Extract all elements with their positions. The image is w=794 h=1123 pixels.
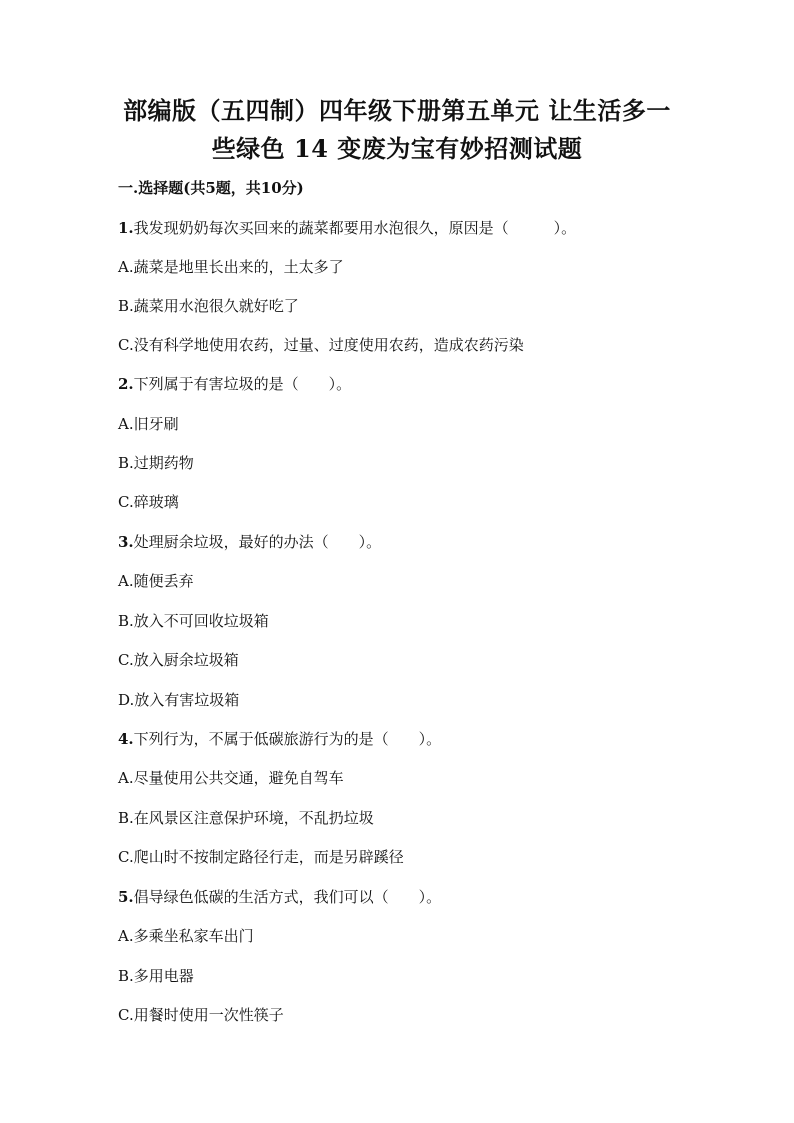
q5-option-b: B.多用电器 bbox=[118, 967, 194, 985]
q5-option-a: A.多乘坐私家车出门 bbox=[118, 927, 254, 945]
document-title bbox=[110, 92, 684, 168]
q4-option-c: C.爬山时不按制定路径行走，而是另辟蹊径 bbox=[118, 848, 404, 866]
section-heading: 一.选择题(共5题，共10分) bbox=[118, 179, 304, 197]
question-text: 我发现奶奶每次买回来的蔬菜都要用水泡很久，原因是（ ）。 bbox=[133, 219, 577, 237]
question-text: 倡导绿色低碳的生活方式，我们可以（ ）。 bbox=[133, 888, 442, 906]
q3-option-b: B.放入不可回收垃圾箱 bbox=[118, 612, 269, 630]
q3-option-d: D.放入有害垃圾箱 bbox=[118, 691, 240, 709]
q5-option-c: C.用餐时使用一次性筷子 bbox=[118, 1006, 284, 1024]
question-text: 下列属于有害垃圾的是（ ）。 bbox=[133, 375, 352, 393]
question-number: 3. bbox=[118, 533, 134, 551]
q1-option-a: A.蔬菜是地里长出来的，土太多了 bbox=[118, 258, 344, 276]
q2-option-a: A.旧牙刷 bbox=[118, 415, 179, 433]
q4-option-a: A.尽量使用公共交通，避免自驾车 bbox=[118, 769, 344, 787]
title-line-2: 些绿色 14 变废为宝有妙招测试题 bbox=[211, 134, 583, 163]
question-text: 处理厨余垃圾，最好的办法（ ）。 bbox=[133, 533, 382, 551]
q2-option-b: B.过期药物 bbox=[118, 454, 194, 472]
question-2 bbox=[118, 374, 351, 394]
question-number: 5. bbox=[118, 888, 134, 906]
q1-option-b: B.蔬菜用水泡很久就好吃了 bbox=[118, 297, 299, 315]
question-3 bbox=[118, 532, 381, 552]
question-number: 4. bbox=[118, 730, 134, 748]
q2-option-c: C.碎玻璃 bbox=[118, 493, 179, 511]
title-line-1: 部编版（五四制）四年级下册第五单元 让生活多一 bbox=[123, 96, 671, 125]
question-text: 下列行为，不属于低碳旅游行为的是（ ）。 bbox=[133, 730, 442, 748]
q1-option-c: C.没有科学地使用农药，过量、过度使用农药，造成农药污染 bbox=[118, 336, 524, 354]
question-number: 1. bbox=[118, 219, 134, 237]
question-4 bbox=[118, 729, 441, 749]
q3-option-c: C.放入厨余垃圾箱 bbox=[118, 651, 239, 669]
q3-option-a: A.随便丢弃 bbox=[118, 572, 194, 590]
question-number: 2. bbox=[118, 375, 134, 393]
q4-option-b: B.在风景区注意保护环境，不乱扔垃圾 bbox=[118, 809, 374, 827]
question-5 bbox=[118, 887, 441, 907]
question-1 bbox=[118, 218, 576, 238]
